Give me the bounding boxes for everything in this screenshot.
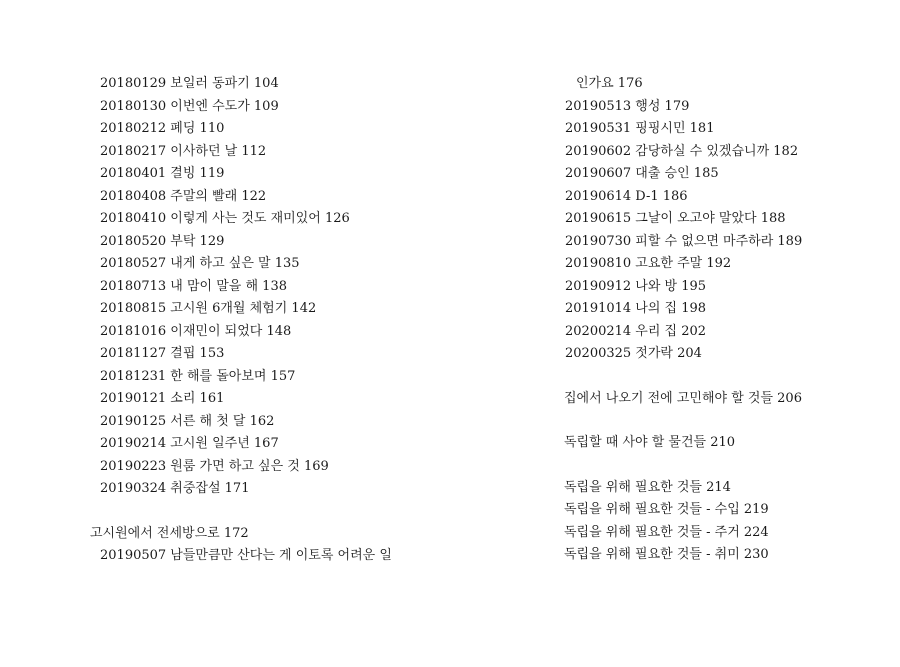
- toc-section-heading: 독립을 위해 필요한 것들 214: [564, 479, 731, 495]
- toc-section-heading: 독립을 위해 필요한 것들 - 수입 219: [564, 502, 769, 517]
- toc-entry: 20180212 폐딩 110: [100, 121, 225, 136]
- toc-section-heading: 독립을 위해 필요한 것들 - 취미 230: [564, 547, 769, 562]
- toc-entry: 20190531 핑핑시민 181: [565, 121, 715, 136]
- toc-entry: 20190121 소리 161: [100, 391, 225, 406]
- toc-entry: 20180130 이번엔 수도가 109: [100, 98, 279, 114]
- toc-entry: 20180527 내게 하고 싶은 말 135: [100, 256, 300, 271]
- toc-entry: 20190214 고시원 일주년 167: [100, 436, 279, 451]
- toc-entry: 20190607 대출 승인 185: [565, 166, 719, 181]
- toc-entry: 20190324 취중잡설 171: [100, 481, 250, 496]
- toc-section-heading: 독립할 때 사야 할 물건들 210: [564, 435, 736, 450]
- section-gap: [565, 366, 885, 388]
- toc-right-column: [565, 73, 885, 567]
- toc-entry: 20180401 결빙 119: [100, 166, 225, 181]
- toc-entry: 20190730 피할 수 없으면 마주하라 189: [565, 233, 803, 249]
- toc-entry: 20190513 행성 179: [565, 98, 690, 114]
- toc-entry: 20190810 고요한 주말 192: [565, 256, 732, 271]
- toc-entry: 20180129 보일러 동파기 104: [100, 76, 279, 91]
- toc-entry-continuation: 인가요 176: [576, 76, 643, 91]
- toc-left-column: [90, 73, 480, 568]
- toc-entry: 20191014 나의 집 198: [565, 301, 707, 316]
- toc-entry: 20190125 서른 해 첫 달 162: [100, 413, 275, 429]
- toc-entry: 20180713 내 맘이 말을 해 138: [100, 278, 287, 294]
- toc-entry: 20180408 주말의 빨래 122: [100, 188, 267, 204]
- toc-entry: 20190615 그날이 오고야 말았다 188: [565, 211, 786, 226]
- toc-section-heading: 집에서 나오기 전에 고민해야 할 것들 206: [564, 390, 802, 406]
- toc-entry: 20181127 결핍 153: [100, 346, 225, 361]
- toc-entry: 20180815 고시원 6개월 체험기 142: [100, 301, 317, 316]
- toc-entry: 20181231 한 해를 돌아보며 157: [100, 368, 296, 384]
- toc-entry: 20180410 이렇게 사는 것도 재미있어 126: [100, 211, 350, 226]
- section-gap: [565, 410, 885, 432]
- toc-entry: 20190614 D-1 186: [565, 188, 688, 204]
- toc-entry: 20190912 나와 방 195: [565, 278, 707, 294]
- toc-entry: 20190223 원룸 가면 하고 싶은 것 169: [100, 458, 329, 474]
- toc-entry: 20180520 부탁 129: [100, 233, 225, 249]
- toc-entry: 20200214 우리 집 202: [565, 323, 707, 339]
- toc-entry: 20180217 이사하던 날 112: [100, 143, 267, 159]
- toc-section-heading: 독립을 위해 필요한 것들 - 주거 224: [564, 524, 769, 540]
- toc-entry: 20190602 감당하실 수 있겠습니까 182: [565, 143, 799, 159]
- toc-entry: 20190507 남들만큼만 산다는 게 이토록 어려운 일: [100, 548, 392, 563]
- toc-section-heading: 고시원에서 전세방으로 172: [90, 525, 249, 541]
- toc-entry: 20181016 이재민이 되었다 148: [100, 323, 292, 339]
- section-gap: [100, 501, 480, 523]
- toc-entry: 20200325 젓가락 204: [565, 346, 702, 361]
- section-gap: [565, 455, 885, 477]
